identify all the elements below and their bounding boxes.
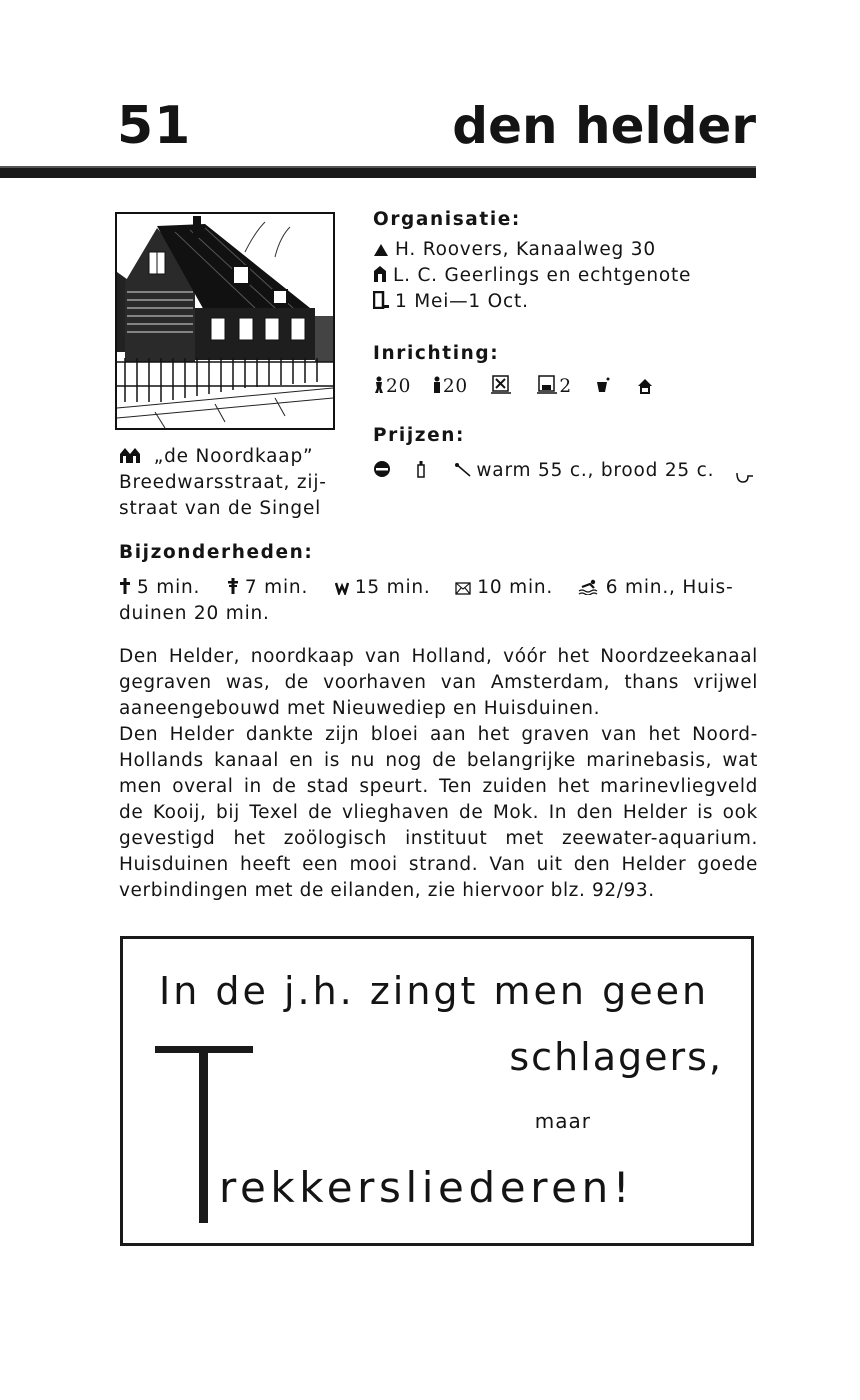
- word: ook: [722, 802, 758, 823]
- inrichting-line: [373, 374, 659, 400]
- wardens-text: L. C. Geerlings en echtgenote: [393, 265, 692, 286]
- word: Mok.: [492, 802, 540, 823]
- word: dankte: [245, 724, 314, 745]
- word: Helder,: [168, 646, 241, 667]
- line-text: verbindingen met de eilanden, zie hiervoor blz. 92/93.: [119, 880, 655, 901]
- catholic-church-distance: 7 min.: [244, 577, 309, 598]
- advert-line-2: schlagers,: [509, 1035, 723, 1079]
- word: Kooij,: [152, 802, 207, 823]
- day-room-icon: [537, 374, 557, 394]
- bijzonderheden-heading: Bijzonderheden:: [119, 542, 314, 563]
- word: mooi: [349, 854, 398, 875]
- description-line-6: [119, 774, 758, 800]
- word: overal: [172, 776, 234, 797]
- word: de: [284, 672, 309, 693]
- word: belangrijke: [466, 750, 576, 771]
- church-cross-icon: [119, 577, 131, 595]
- catholic-church-icon: [227, 577, 239, 595]
- pot-icon: [373, 460, 391, 478]
- word: Den: [119, 646, 159, 667]
- word: het: [477, 724, 510, 745]
- bijzonderheden-line-2: duinen 20 min.: [119, 603, 270, 624]
- word: kanaal: [214, 750, 279, 771]
- word: den: [576, 802, 614, 823]
- word: Noordzeekanaal: [600, 646, 758, 667]
- word: gegraven: [119, 672, 212, 693]
- washing-icon: [593, 376, 611, 394]
- prijzen-line: [373, 458, 761, 484]
- word: Huisduinen: [119, 854, 229, 875]
- word: instituut: [405, 828, 488, 849]
- bijzonderheden-line-1: [119, 575, 758, 601]
- opening-text: 1 Mei—1 Oct.: [395, 291, 529, 312]
- word: vrijwel: [693, 672, 758, 693]
- word: nu: [350, 750, 375, 771]
- word: wat: [722, 750, 758, 771]
- word: vóór: [503, 646, 547, 667]
- word: in: [243, 776, 262, 797]
- word: een: [302, 854, 339, 875]
- description-line-9: [119, 852, 758, 878]
- advert-maar: maar: [534, 1109, 591, 1133]
- word: nog: [385, 750, 422, 771]
- word: de: [119, 802, 144, 823]
- hostel-address-1: Breedwarsstraat, zij-: [119, 472, 327, 493]
- open-door-icon: [373, 291, 389, 309]
- word: Ten: [439, 776, 473, 797]
- word: goede: [697, 854, 758, 875]
- word: van: [440, 672, 477, 693]
- word: het: [648, 724, 681, 745]
- hostel-name-line: [119, 444, 339, 470]
- word: Van: [489, 854, 526, 875]
- description-line-4: [119, 722, 758, 748]
- description-line-7: [119, 800, 758, 826]
- word: met: [505, 828, 544, 849]
- word: vlieghaven: [341, 802, 450, 823]
- description-line-1: [119, 644, 758, 670]
- youth-hostel-icon: [119, 446, 141, 464]
- post-office-icon: [455, 582, 471, 595]
- word: Helder: [169, 724, 235, 745]
- hostel-illustration: [115, 212, 335, 430]
- word: stad: [306, 776, 350, 797]
- header-rule: [0, 168, 756, 178]
- prijzen-section: [373, 424, 761, 484]
- word: Holland,: [411, 646, 493, 667]
- word: Noord-: [692, 724, 758, 745]
- rooms-count: 2: [559, 376, 572, 397]
- hostel-address-line-2: straat van de Singel: [119, 498, 322, 519]
- word: en: [289, 750, 314, 771]
- word: men: [119, 776, 162, 797]
- owner-text: H. Roovers, Kanaalweg 30: [395, 239, 656, 260]
- word: Hollands: [119, 750, 204, 771]
- beds-women-count: 20: [442, 376, 468, 397]
- word: uit: [536, 854, 563, 875]
- warden-house-icon: [373, 265, 387, 283]
- word: strand.: [408, 854, 479, 875]
- wardens-line: [373, 263, 691, 289]
- place-name-heading: den helder: [452, 97, 756, 155]
- word: thans: [624, 672, 679, 693]
- word: In: [548, 802, 568, 823]
- word: van: [365, 646, 401, 667]
- word: zijn: [325, 724, 360, 745]
- word: de: [432, 750, 457, 771]
- prices-text: warm 55 c., brood 25 c.: [476, 460, 715, 481]
- advert-line-3: rekkersliederen!: [219, 1163, 635, 1212]
- swimming-icon: [578, 579, 600, 595]
- word: Den: [119, 724, 159, 745]
- opening-line: [373, 289, 691, 315]
- description-line-5: [119, 748, 758, 774]
- word: bij: [216, 802, 240, 823]
- description-line-2: [119, 670, 758, 696]
- kitchen-icon: [491, 374, 511, 394]
- advert-line-1: In de j.h. zingt men geen: [159, 969, 710, 1013]
- prijzen-heading: Prijzen:: [373, 425, 466, 446]
- word: noordkaap: [250, 646, 355, 667]
- word: speurt.: [359, 776, 429, 797]
- page-number: 51: [117, 96, 192, 156]
- organisatie-section: [373, 208, 691, 315]
- word: Amsterdam,: [490, 672, 611, 693]
- word: de: [308, 802, 333, 823]
- owner-line: [373, 237, 691, 263]
- triangle-icon: [373, 243, 389, 257]
- word: bloei: [370, 724, 419, 745]
- word: graven: [521, 724, 590, 745]
- description-text: [119, 644, 758, 904]
- big-t-letter-stem: [199, 1046, 208, 1223]
- word: het: [557, 646, 590, 667]
- swimming-distance: 6 min., Huis-: [605, 577, 734, 598]
- inrichting-section: [373, 342, 659, 400]
- description-line-8: [119, 826, 758, 852]
- organisatie-heading: Organisatie:: [373, 209, 521, 230]
- hostel-caption: [119, 444, 339, 522]
- shelter-icon: [637, 378, 653, 394]
- word: het: [233, 828, 266, 849]
- word: voorhaven: [323, 672, 427, 693]
- word: zoölogisch: [283, 828, 387, 849]
- word: aan: [429, 724, 467, 745]
- bottle-icon: [416, 460, 426, 478]
- pipe-icon: [735, 470, 755, 484]
- word: zeewater-aquarium.: [561, 828, 758, 849]
- woman-icon: [432, 376, 442, 394]
- description-line-3: [119, 696, 758, 722]
- word: Texel: [249, 802, 299, 823]
- word: marinevliegveld: [600, 776, 758, 797]
- word: den: [573, 854, 611, 875]
- bijzonderheden-section: [119, 541, 758, 627]
- hostel-name: „de Noordkaap”: [153, 446, 314, 467]
- inrichting-heading: Inrichting:: [373, 343, 500, 364]
- word: zuiden: [482, 776, 548, 797]
- post-office-distance: 10 min.: [477, 577, 554, 598]
- word: is: [697, 802, 714, 823]
- man-icon: [373, 376, 385, 394]
- word: was,: [225, 672, 271, 693]
- hostel-address-line-1: [119, 470, 339, 496]
- tram-icon: [335, 581, 349, 595]
- word: Helder: [621, 854, 687, 875]
- word: Helder: [622, 802, 688, 823]
- description-line-10: [119, 878, 758, 904]
- church-distance: 5 min.: [137, 577, 201, 598]
- word: marinebasis,: [586, 750, 713, 771]
- word: het: [557, 776, 590, 797]
- word: de: [458, 802, 484, 823]
- word: gevestigd: [119, 828, 216, 849]
- word: is: [323, 750, 340, 771]
- trekkers-advert-box: [120, 936, 754, 1246]
- word: de: [272, 776, 297, 797]
- tram-distance: 15 min.: [354, 577, 431, 598]
- line-text: aaneengebouwd met Nieuwediep en Huisduinen.: [119, 698, 601, 719]
- word: van: [601, 724, 637, 745]
- beds-men-count: 20: [386, 376, 412, 397]
- word: heeft: [240, 854, 291, 875]
- cutlery-icon: [454, 462, 472, 478]
